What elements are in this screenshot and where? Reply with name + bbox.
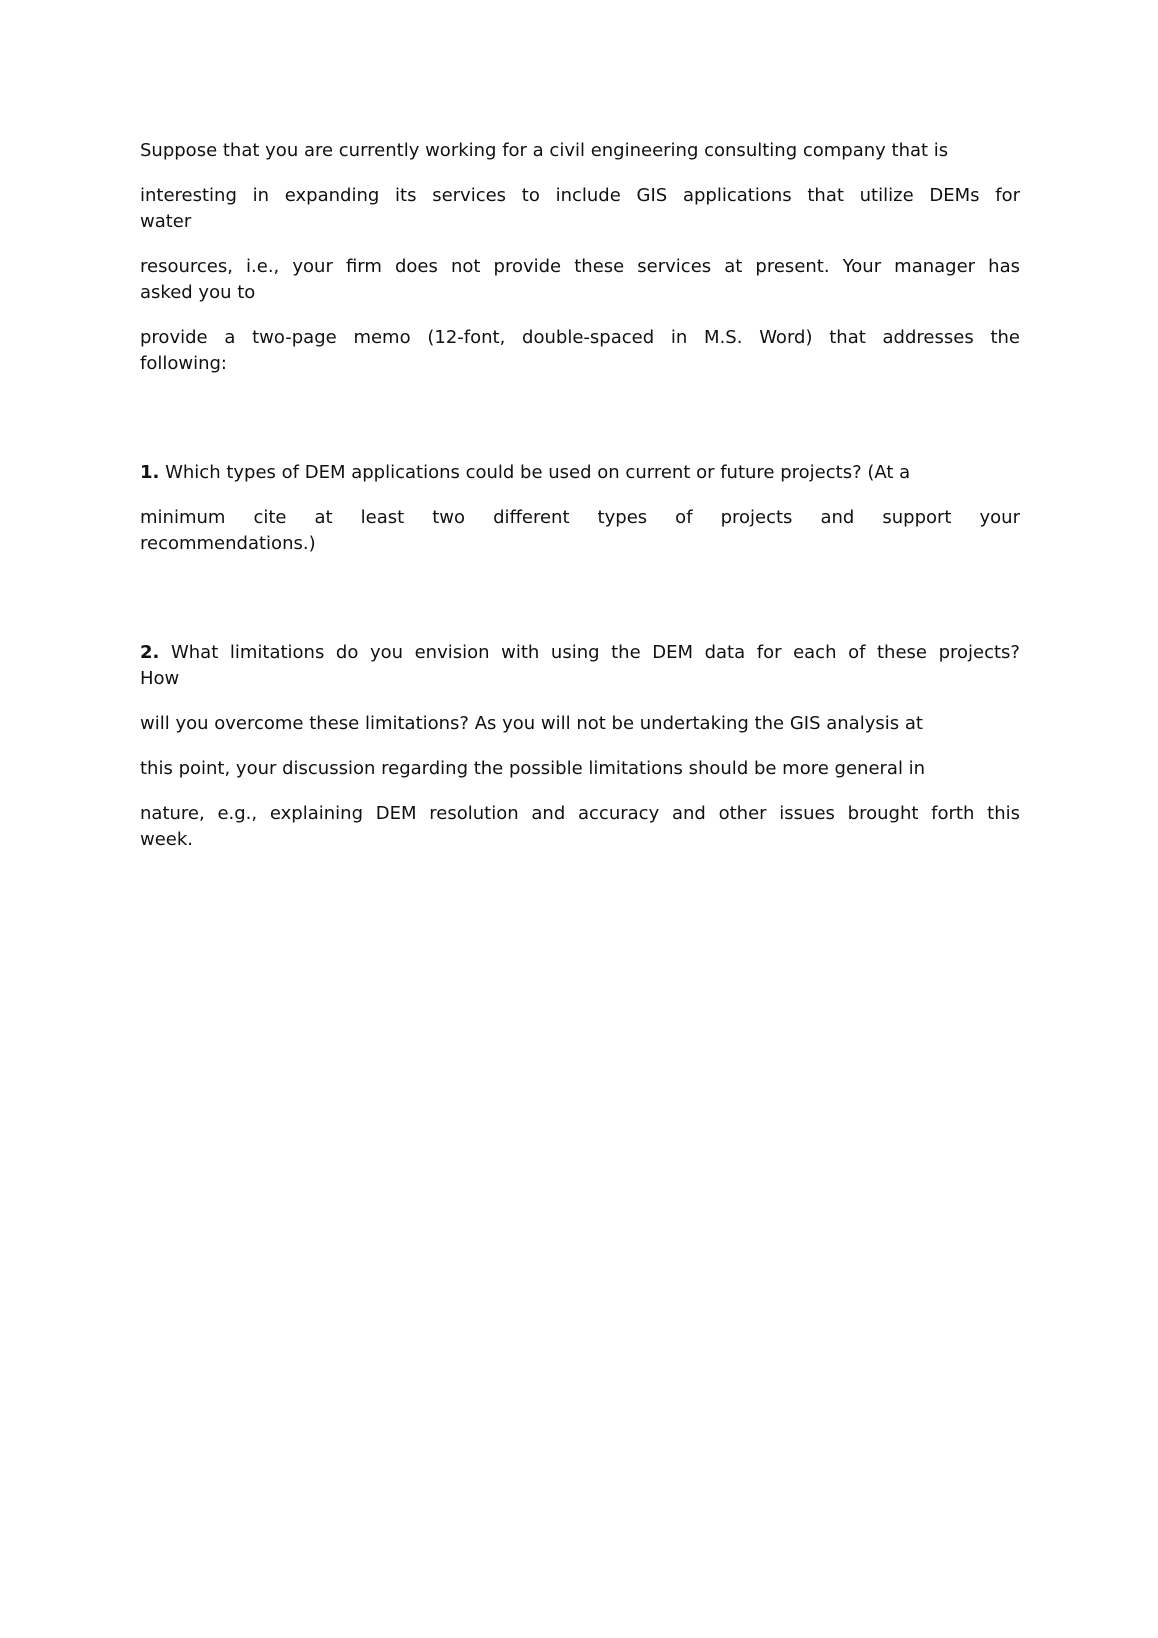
question-number: 2. [140, 642, 160, 663]
text-line: minimum cite at least two different types of projects and support your [140, 507, 1020, 528]
text-line: resources, i.e., your firm does not provide these services at present. Your manager has [140, 256, 1020, 277]
document-page [140, 138, 1020, 872]
text-line: asked you to [140, 282, 256, 303]
text-line: provide a two-page memo (12-font, double-spaced in M.S. Word) that addresses the [140, 327, 1020, 348]
text-line: week. [140, 829, 194, 850]
text-line: interesting in expanding its services to include GIS applications that utilize DEMs for [140, 185, 1020, 206]
blank-line [140, 576, 1020, 622]
text-line: How [140, 668, 180, 689]
question-1-paragraph-1 [140, 460, 1020, 486]
question-number: 1. [140, 462, 160, 483]
text-line: recommendations.) [140, 533, 316, 554]
intro-paragraph-4 [140, 325, 1020, 377]
intro-paragraph-2 [140, 183, 1020, 235]
question-2-paragraph-4 [140, 801, 1020, 853]
text-line: Suppose that you are currently working for a civil engineering consulting company that is [140, 140, 949, 161]
question-1-paragraph-2 [140, 505, 1020, 557]
blank-line [140, 396, 1020, 442]
text-line [140, 460, 1020, 486]
text-line: will you overcome these limitations? As you will not be undertaking the GIS analysis at [140, 713, 923, 734]
text-line: nature, e.g., explaining DEM resolution and accuracy and other issues brought forth this [140, 803, 1020, 824]
text-line: this point, your discussion regarding the possible limitations should be more general in [140, 758, 926, 779]
question-2-paragraph-3 [140, 756, 1020, 782]
intro-paragraph-3 [140, 254, 1020, 306]
text-line: following: [140, 353, 227, 374]
question-2-paragraph-2 [140, 711, 1020, 737]
text-line [140, 640, 1020, 666]
text-line: water [140, 211, 192, 232]
question-2-paragraph-1 [140, 640, 1020, 692]
intro-paragraph-1 [140, 138, 1020, 164]
question-text: What limitations do you envision with using the DEM data for each of these projects? [159, 642, 1020, 663]
question-text: Which types of DEM applications could be used on current or future projects? (At a [159, 462, 911, 483]
